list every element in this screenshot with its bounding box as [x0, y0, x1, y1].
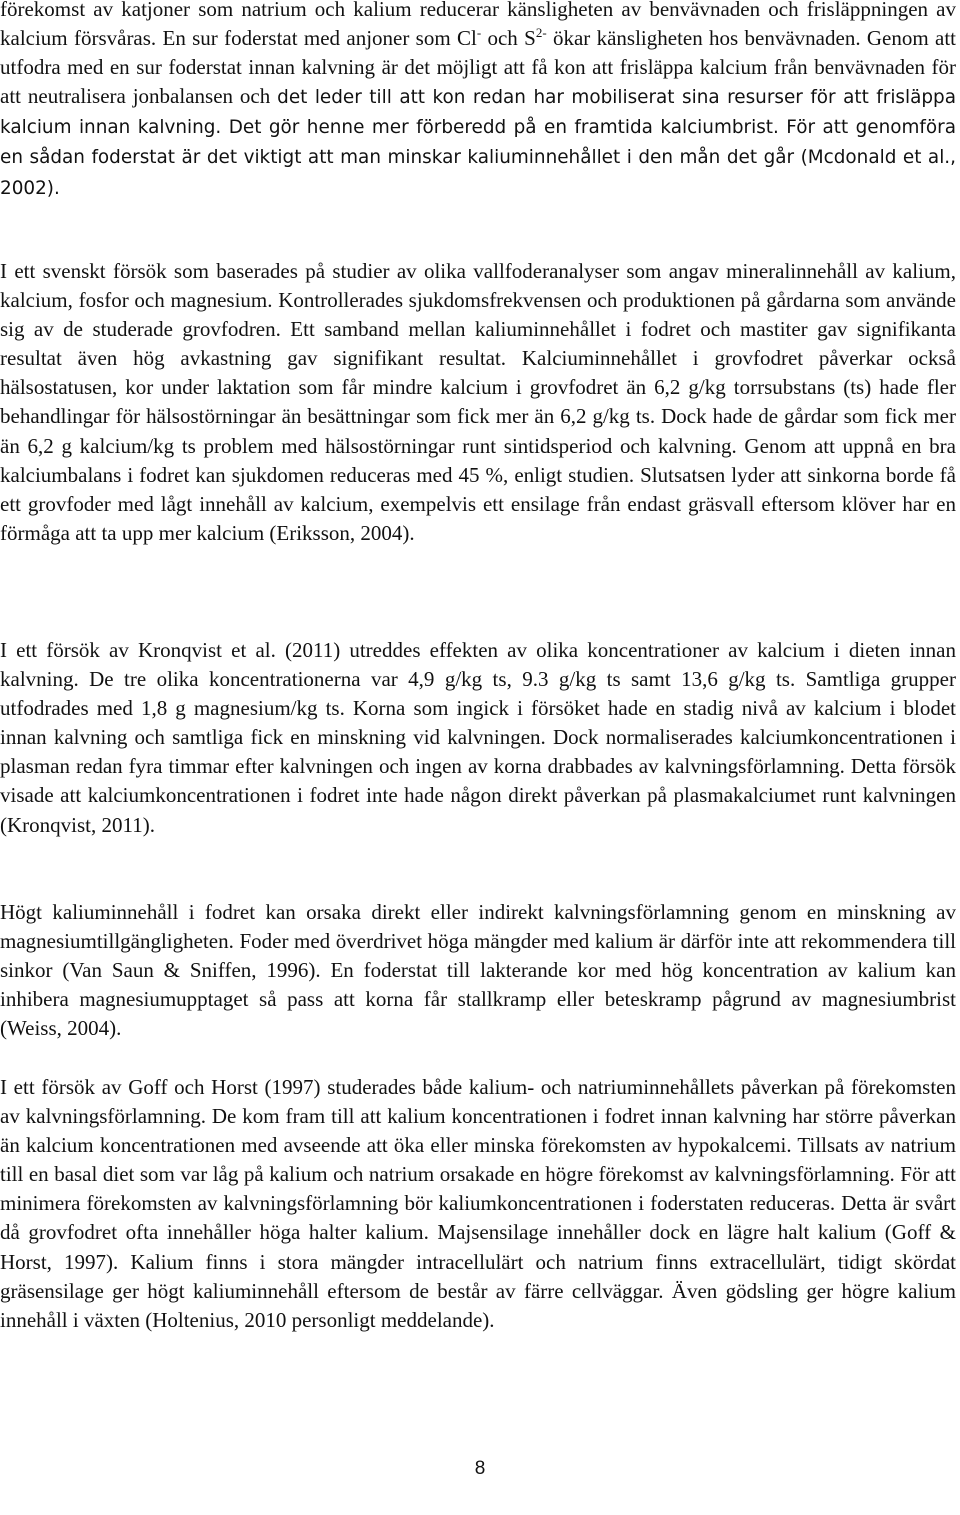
- paragraph-4: Högt kaliuminnehåll i fodret kan orsaka direkt eller indirekt kalvningsförlamning genom en minskning av magnesiumtillgängligheten. Foder med överdrivet höga mängder med kalium är därför inte att rekommendera till sinkor (Van Saun & Sniffen, 1996). En foderstat till lakterande kor med hög koncentration av kalium kan inhibera magnesiumupptaget så pass att korna får stallkramp eller beteskramp pågrund av magnesiumbrist (Weiss, 2004).: [0, 900, 956, 1041]
- chloride-charge: -: [476, 25, 482, 41]
- paragraph-5: I ett försök av Goff och Horst (1997) studerades både kalium- och natriuminnehållets påverkan på förekomsten av kalvningsförlamning. De kom fram till att kalium koncentrationen i fodret innan kalvning har större påverkan än kalcium koncentrationen med avseende att öka eller minska förekomsten av hypokalcemi. Tillsats av natrium till en basal diet som var låg på kalium och natrium orsakade en högre förekomst av kalvningsförlamning. För att minimera förekomsten av kalvningsförlamning bör kaliumkoncentrationen i foderstaten reduceras. Detta är svårt då grovfodret ofta innehåller höga halter kalium. Majsensilage innehåller dock en lägre halt kalium (Goff & Horst, 1997). Kalium finns i stora mängder intracellulärt och natrium finns extracellulärt, tidigt skördat gräsensilage ger högt kaliuminnehåll eftersom de består av färre cellväggar. Även gödsling ger högre kalium innehåll i växten (Holtenius, 2010 personligt meddelande).: [0, 1075, 956, 1332]
- paragraph-1-text-c: ökar känsligheten hos benvävnaden. Genom att utfodra med en sur foderstat innan kalvning är det möjligt att få kon att frisläppa kalcium från benvävnaden för att neutralisera jonbalansen och: [0, 26, 957, 109]
- sulfate-charge: 2-: [535, 25, 547, 41]
- paragraph-1-text-b: och S: [481, 26, 536, 51]
- paragraph-1: [0, 0, 956, 203]
- paragraph-3: I ett försök av Kronqvist et al. (2011) utreddes effekten av olika koncentrationer av kalcium i dieten innan kalvning. De tre olika koncentrationerna var 4,9 g/kg ts, 9.3 g/kg ts samt 13,6 g/kg ts. Samtliga grupper utfodrades med 1,8 g magnesium/kg ts. Korna som ingick i försöket hade en stadig nivå av kalcium i blodet innan kalvning och samtliga fick en minskning vid kalvningen. Dock normaliserades kalciumkoncentrationen i plasman redan fyra timmar efter kalvningen och ingen av korna drabbades av kalvningsförlamning. Detta försök visade att kalciumkoncentrationen i fodret inte hade någon direkt påverkan på plasmakalciumet runt kalvningen (Kronqvist, 2011).: [0, 638, 956, 837]
- paragraph-1-text-d: det leder till att kon redan har mobiliserat sina resurser för att frisläppa kalcium innan kalvning. Det gör henne mer förberedd på en framtida kalciumbrist. För att genomföra en sådan foderstat är det viktigt att man minskar kaliuminnehållet i den mån det går (Mcdonald et al., 2002).: [0, 87, 957, 199]
- page-number: 8: [474, 1458, 486, 1479]
- paragraph-2: I ett svenskt försök som baserades på studier av olika vallfoderanalyser som angav mineralinnehåll av kalium, kalcium, fosfor och magnesium. Kontrollerades sjukdomsfrekvensen och produktionen på gårdarna som använde sig av de studerade grovfodren. Ett samband mellan kaliuminnehållet i fodret och mastiter gav signifikanta resultat även hög avkastning gav signifikant resultat. Kalciuminnehållet i grovfodret påverkar också hälsostatusen, kor under laktation som får mindre kalcium i grovfodret än 6,2 g/kg torrsubstans (ts) hade fler behandlingar för hälsostörningar än besättningar som fick mer än 6,2 g/kg ts. Dock hade de gårdar som fick mer än 6,2 g kalcium/kg ts problem med hälsostörningar runt sintidsperiod och kalvning. Genom att uppnå en bra kalciumbalans i fodret kan sjukdomen reduceras med 45 %, enligt studien. Slutsatsen lyder att sinkorna borde få ett grovfoder med lågt innehåll av kalcium, exempelvis ett ensilage från endast gräsvall eftersom klöver har en förmåga att ta upp mer kalcium (Eriksson, 2004).: [0, 259, 956, 545]
- paragraph-1-text-a: förekomst av katjoner som natrium och kalium reducerar känsligheten av benvävnaden och frisläppningen av kalcium försvåras. En sur foderstat med anjoner som Cl: [0, 0, 956, 51]
